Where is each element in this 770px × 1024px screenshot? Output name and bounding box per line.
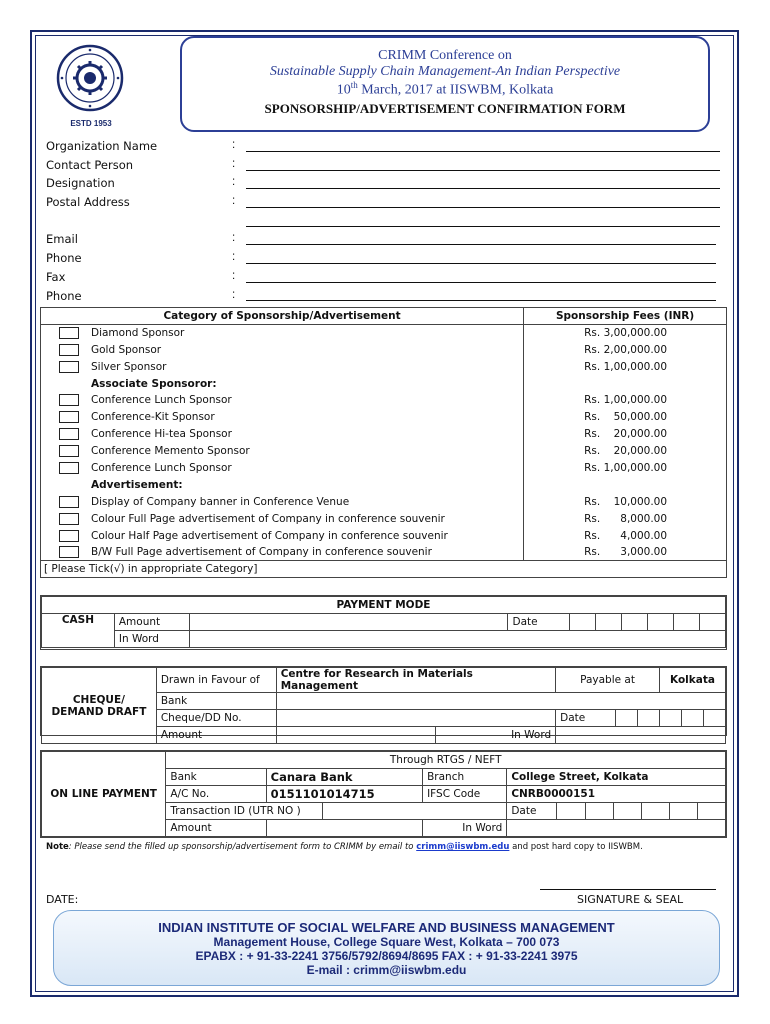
category-label: B/W Full Page advertisement of Company in conference souvenir <box>91 546 432 559</box>
payable-at-label: Payable at <box>556 668 660 693</box>
cheque-no-input[interactable] <box>276 710 555 727</box>
category-fee: Rs. 4,000.00 <box>524 527 727 544</box>
email-link[interactable]: crimm@iiswbm.edu <box>416 842 510 852</box>
transaction-id-input[interactable] <box>322 803 507 820</box>
cash-in-word-label: In Word <box>114 631 189 648</box>
cash-in-word-input[interactable] <box>189 631 725 648</box>
cheque-date-label: Date <box>556 710 616 727</box>
field-label-contact-person: Contact Person <box>46 158 134 172</box>
payee-name: Centre for Research in Materials Management <box>276 668 555 693</box>
field-label-phone: Phone <box>46 251 82 265</box>
fax-input-line[interactable] <box>246 282 716 283</box>
field-label-email: Email <box>46 232 78 246</box>
category-row <box>41 375 727 392</box>
date-box[interactable] <box>681 710 703 727</box>
colon: : <box>232 270 236 282</box>
postal-address-input-line-2[interactable] <box>246 226 720 227</box>
category-fee: Rs. 10,000.00 <box>524 493 727 510</box>
signature-label: SIGNATURE & SEAL <box>577 893 684 906</box>
online-in-word-label: In Word <box>423 820 507 837</box>
contact-person-input-line[interactable] <box>246 170 720 171</box>
category-fee: Rs. 50,000.00 <box>524 409 727 426</box>
note-text: Note: Please send the filled up sponsorship/advertisement form to CRIMM by email to crimm@iiswbm.edu and post hard copy to IISWBM. <box>46 842 643 852</box>
tick-note: [ Please Tick(√) in appropriate Category] <box>41 561 727 578</box>
category-header: Category of Sponsorship/Advertisement <box>41 308 524 325</box>
online-bank-label: Bank <box>166 769 266 786</box>
cash-label: CASH <box>42 614 115 648</box>
cheque-section <box>40 666 727 741</box>
transaction-id-label: Transaction ID (UTR NO ) <box>166 803 322 820</box>
organization-name-input-line[interactable] <box>246 151 720 152</box>
email-input-line[interactable] <box>246 244 716 245</box>
online-amount-input[interactable] <box>266 820 422 837</box>
date-box[interactable] <box>669 803 697 820</box>
date-box[interactable] <box>622 614 648 631</box>
date-box[interactable] <box>638 710 660 727</box>
category-label: Conference-Kit Sponsor <box>91 411 215 424</box>
field-label-fax: Fax <box>46 270 66 284</box>
category-checkbox[interactable] <box>59 496 79 508</box>
category-label: Gold Sponsor <box>91 343 162 356</box>
category-label: Associate Sponsoror: <box>91 377 217 390</box>
category-fee: Rs. 3,00,000.00 <box>524 324 727 341</box>
ac-no-label: A/C No. <box>166 786 266 803</box>
category-row <box>41 324 727 341</box>
category-row <box>41 392 727 409</box>
colon: : <box>232 232 236 244</box>
cheque-bank-input[interactable] <box>276 693 725 710</box>
category-checkbox[interactable] <box>59 513 79 525</box>
category-checkbox[interactable] <box>59 327 79 339</box>
date-label: DATE: <box>46 893 79 906</box>
category-fee: Rs. 20,000.00 <box>524 443 727 460</box>
date-box[interactable] <box>616 710 638 727</box>
cheque-amount-label: Amount <box>156 727 276 744</box>
date-box[interactable] <box>585 803 613 820</box>
sponsorship-category-table <box>40 307 727 578</box>
colon: : <box>232 139 236 151</box>
cheque-in-word-input[interactable] <box>556 727 726 744</box>
category-row <box>41 341 727 358</box>
category-checkbox[interactable] <box>59 530 79 542</box>
field-label-designation: Designation <box>46 176 115 190</box>
cheque-in-word-label: In Word <box>436 727 556 744</box>
category-row <box>41 426 727 443</box>
ac-no-value: 0151101014715 <box>266 786 422 803</box>
footer-email: E-mail : crimm@iiswbm.edu <box>306 963 467 977</box>
field-label-organization: Organization Name <box>46 139 158 153</box>
colon: : <box>232 158 236 170</box>
category-checkbox[interactable] <box>59 361 79 373</box>
form-title: SPONSORSHIP/ADVERTISEMENT CONFIRMATION FORM <box>264 100 626 116</box>
fees-header: Sponsorship Fees (INR) <box>524 308 727 325</box>
category-fee: Rs. 3,000.00 <box>524 544 727 561</box>
footer-box <box>53 910 720 986</box>
payment-mode-title: PAYMENT MODE <box>42 597 726 614</box>
category-row <box>41 493 727 510</box>
category-row <box>41 460 727 477</box>
category-row <box>41 443 727 460</box>
category-label: Conference Lunch Sponsor <box>91 394 232 407</box>
ifsc-value: CNRB0000151 <box>507 786 726 803</box>
colon: : <box>232 289 236 301</box>
date-box[interactable] <box>613 803 641 820</box>
branch-value: College Street, Kolkata <box>507 769 726 786</box>
category-label: Conference Memento Sponsor <box>91 445 250 458</box>
category-checkbox[interactable] <box>59 445 79 457</box>
category-label: Diamond Sponsor <box>91 327 185 340</box>
cash-date-label: Date <box>508 614 570 631</box>
category-checkbox[interactable] <box>59 344 79 356</box>
colon: : <box>232 176 236 188</box>
category-fee <box>524 375 727 392</box>
online-payment-section <box>40 750 727 838</box>
online-amount-label: Amount <box>166 820 266 837</box>
date-box[interactable] <box>641 803 669 820</box>
category-fee: Rs. 20,000.00 <box>524 426 727 443</box>
online-date-label: Date <box>507 803 557 820</box>
date-box[interactable] <box>659 710 681 727</box>
payment-mode-section <box>40 595 727 650</box>
colon: : <box>232 195 236 207</box>
date-box[interactable] <box>703 710 725 727</box>
category-label: Conference Hi-tea Sponsor <box>91 428 232 441</box>
category-label: Conference Lunch Sponsor <box>91 461 232 474</box>
footer-phone-fax: EPABX : + 91-33-2241 3756/5792/8694/8695 FAX : + 91-33-2241 3975 <box>195 949 578 963</box>
category-fee <box>524 476 727 493</box>
category-label: Colour Full Page advertisement of Company in conference souvenir <box>91 512 445 525</box>
field-label-postal-address: Postal Address <box>46 195 130 209</box>
conference-title: CRIMM Conference on <box>378 48 512 63</box>
date-box[interactable] <box>570 614 596 631</box>
conference-theme: Sustainable Supply Chain Management-An Indian Perspective <box>269 64 621 79</box>
category-row <box>41 358 727 375</box>
category-fee: Rs. 2,00,000.00 <box>524 341 727 358</box>
cheque-amount-input[interactable] <box>276 727 436 744</box>
branch-label: Branch <box>423 769 507 786</box>
phone-input-line[interactable] <box>246 263 716 264</box>
cash-amount-input[interactable] <box>189 614 508 631</box>
date-box[interactable] <box>648 614 674 631</box>
footer-institute-name: INDIAN INSTITUTE OF SOCIAL WELFARE AND BUSINESS MANAGEMENT <box>158 920 615 935</box>
category-fee: Rs. 1,00,000.00 <box>524 392 727 409</box>
category-row <box>41 527 727 544</box>
category-fee: Rs. 8,000.00 <box>524 510 727 527</box>
conference-date: 10th March, 2017 at IISWBM, Kolkata <box>336 80 554 98</box>
date-box[interactable] <box>557 803 585 820</box>
payable-city: Kolkata <box>659 668 725 693</box>
date-box[interactable] <box>674 614 700 631</box>
category-row <box>41 476 727 493</box>
online-bank-value: Canara Bank <box>266 769 422 786</box>
category-row <box>41 510 727 527</box>
date-box[interactable] <box>596 614 622 631</box>
cash-amount-label: Amount <box>114 614 189 631</box>
ifsc-label: IFSC Code <box>423 786 507 803</box>
spacer <box>59 378 79 390</box>
footer-address: Management House, College Square West, Kolkata – 700 073 <box>213 935 560 949</box>
category-label: Colour Half Page advertisement of Company in conference souvenir <box>91 529 448 542</box>
online-in-word-input[interactable] <box>507 820 726 837</box>
category-checkbox[interactable] <box>59 462 79 474</box>
category-checkbox[interactable] <box>59 394 79 406</box>
institute-logo-icon <box>56 44 124 112</box>
date-box[interactable] <box>699 614 725 631</box>
category-checkbox[interactable] <box>59 546 79 558</box>
estd-label: ESTD 1953 <box>70 119 112 128</box>
online-payment-label: ON LINE PAYMENT <box>42 752 166 837</box>
category-label: Silver Sponsor <box>91 360 167 373</box>
phone-2-input-line[interactable] <box>246 300 716 301</box>
signature-line[interactable] <box>540 889 716 890</box>
field-label-phone-2: Phone <box>46 289 82 303</box>
category-fee: Rs. 1,00,000.00 <box>524 460 727 477</box>
category-row <box>41 409 727 426</box>
category-label: Display of Company banner in Conference Venue <box>91 495 350 508</box>
rtgs-neft-label: Through RTGS / NEFT <box>166 752 726 769</box>
category-row <box>41 544 727 561</box>
category-checkbox[interactable] <box>59 411 79 423</box>
title-box <box>180 36 710 132</box>
category-checkbox[interactable] <box>59 428 79 440</box>
cheque-no-label: Cheque/DD No. <box>156 710 276 727</box>
category-label: Advertisement: <box>91 478 183 491</box>
date-box[interactable] <box>697 803 725 820</box>
spacer <box>59 479 79 491</box>
colon: : <box>232 251 236 263</box>
drawn-in-favour-label: Drawn in Favour of <box>156 668 276 693</box>
designation-input-line[interactable] <box>246 188 720 189</box>
category-fee: Rs. 1,00,000.00 <box>524 358 727 375</box>
cheque-bank-label: Bank <box>156 693 276 710</box>
cheque-dd-label: CHEQUE/ DEMAND DRAFT <box>42 668 157 744</box>
postal-address-input-line[interactable] <box>246 207 720 208</box>
